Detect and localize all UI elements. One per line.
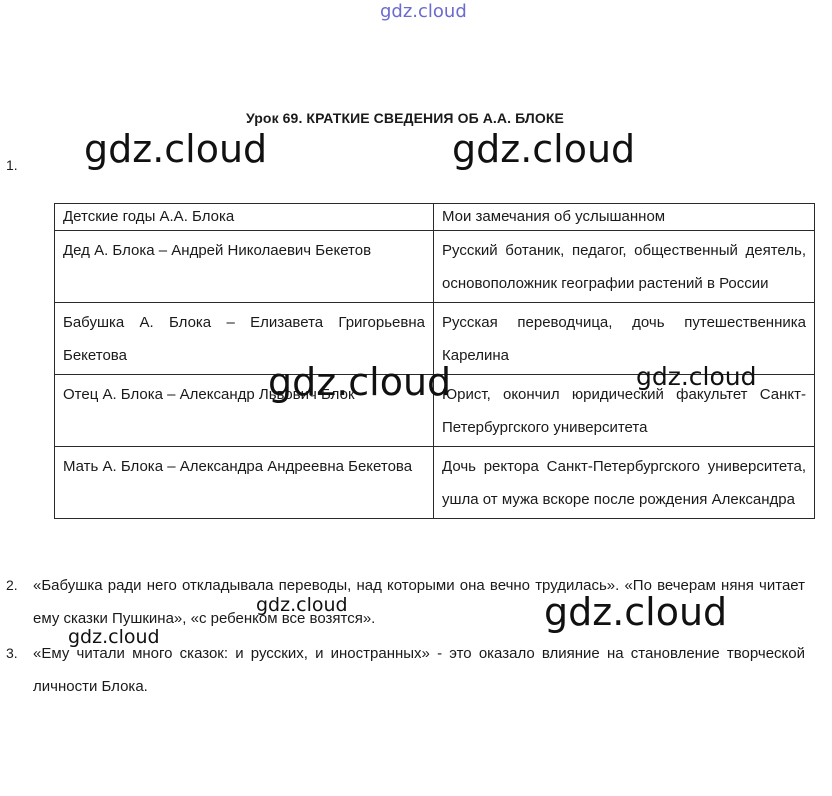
watermark: gdz.cloud: [544, 590, 728, 634]
table-cell: Юрист, окончил юридический факультет Санкт-Петербургского университета: [434, 375, 815, 447]
table-row: [55, 447, 815, 519]
table-header-row: [55, 204, 815, 231]
watermark: gdz.cloud: [268, 360, 452, 404]
answer-paragraph-3: «Ему читали много сказок: и русских, и иностранных» - это оказало влияние на становление творческой личности Блока.: [33, 645, 805, 695]
watermark: gdz.cloud: [68, 626, 160, 648]
table-row: [55, 231, 815, 303]
page-title: Урок 69. КРАТКИЕ СВЕДЕНИЯ ОБ А.А. БЛОКЕ: [246, 110, 564, 126]
watermark: gdz.cloud: [636, 362, 757, 391]
answer-paragraph-2: «Бабушка ради него откладывала переводы, над которыми она вечно трудилась». «По вечерам няня читает ему сказки Пушкина», «с ребенком все возятся».: [33, 577, 805, 627]
watermark: gdz.cloud: [256, 594, 348, 616]
table-cell: Дед А. Блока – Андрей Николаевич Бекетов: [55, 231, 434, 303]
table-header-cell: Мои замечания об услышанном: [434, 204, 815, 231]
watermark: gdz.cloud: [452, 127, 636, 171]
table-cell: Дочь ректора Санкт-Петербургского университета, ушла от мужа вскоре после рождения Александра: [434, 447, 815, 519]
table-cell: Бабушка А. Блока – Елизавета Григорьевна Бекетова: [55, 303, 434, 375]
watermark: gdz.cloud: [84, 127, 268, 171]
table-header-cell: Детские годы А.А. Блока: [55, 204, 434, 231]
list-number-1: 1.: [6, 157, 18, 173]
table-cell: Мать А. Блока – Александра Андреевна Бекетова: [55, 447, 434, 519]
table-cell: Русская переводчица, дочь путешественника Карелина: [434, 303, 815, 375]
watermark-top: gdz.cloud: [380, 1, 467, 22]
table-cell: Русский ботаник, педагог, общественный деятель, основоположник географии растений в России: [434, 231, 815, 303]
table-cell: Отец А. Блока – Александр Львович Блок: [55, 375, 434, 447]
list-number-2: 2.: [6, 577, 18, 593]
list-number-3: 3.: [6, 645, 18, 661]
